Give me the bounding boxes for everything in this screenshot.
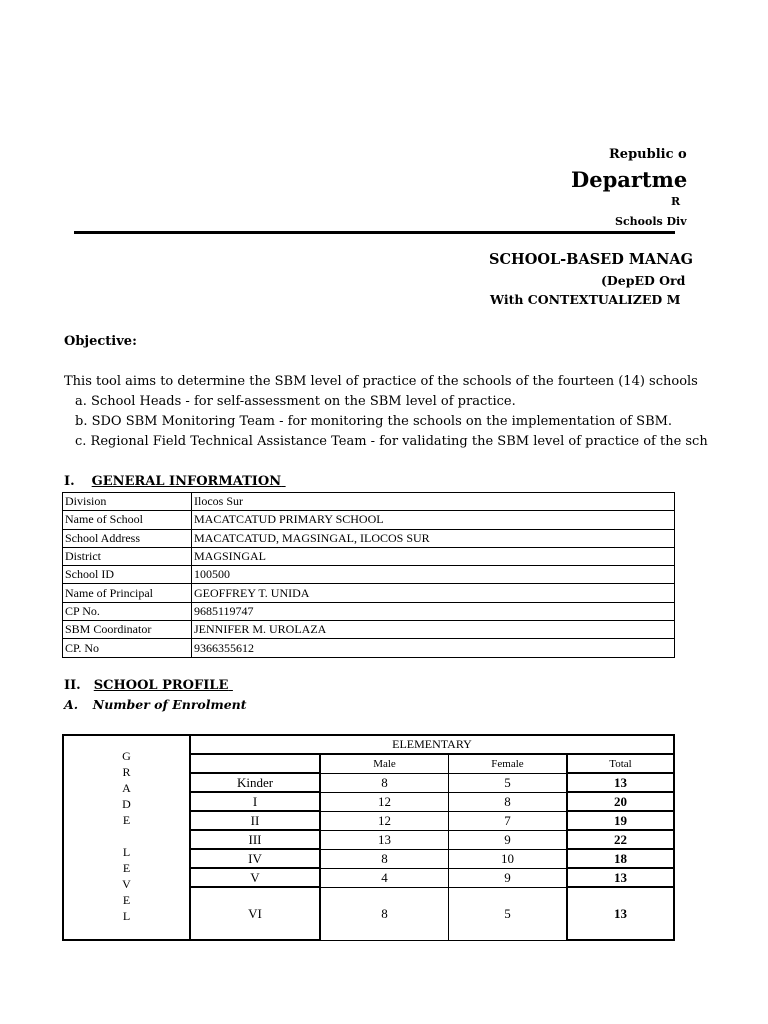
enrolment-grade-cell: II bbox=[190, 811, 320, 830]
objective-intro: This tool aims to determine the SBM level of practice of the schools of the fourteen (14) schools bbox=[64, 374, 698, 389]
enrolment-total-cell: 13 bbox=[567, 887, 674, 940]
general-info-value: MACATCATUD PRIMARY SCHOOL bbox=[192, 511, 675, 529]
general-info-row bbox=[63, 584, 675, 602]
grade-level-letter: E bbox=[122, 892, 131, 907]
enrolment-total-cell: 19 bbox=[567, 811, 674, 830]
enrolment-total-cell: 22 bbox=[567, 830, 674, 849]
general-info-label: CP No. bbox=[63, 602, 192, 620]
general-info-row bbox=[63, 529, 675, 547]
enrolment-sub-title: Number of Enrolment bbox=[92, 697, 247, 712]
general-info-label: School Address bbox=[63, 529, 192, 547]
enrolment-male-cell: 13 bbox=[320, 830, 449, 849]
column-header-female: Female bbox=[449, 754, 568, 773]
header-department: Departme bbox=[571, 167, 688, 192]
enrolment-table bbox=[62, 734, 675, 941]
enrolment-total-cell: 13 bbox=[567, 868, 674, 887]
enrolment-male-cell: 8 bbox=[320, 887, 449, 940]
grade-level-letter: E bbox=[122, 860, 131, 875]
school-profile-title: SCHOOL PROFILE bbox=[93, 678, 229, 693]
grade-level-letter bbox=[64, 830, 189, 846]
contextualized-subtitle: With CONTEXTUALIZED M bbox=[490, 292, 681, 307]
grade-level-letter: V bbox=[122, 876, 131, 891]
enrolment-female-cell: 5 bbox=[449, 887, 568, 940]
general-info-value: Ilocos Sur bbox=[192, 493, 675, 511]
general-info-label: District bbox=[63, 547, 192, 565]
general-info-row bbox=[63, 493, 675, 511]
enrolment-female-cell: 9 bbox=[449, 868, 568, 887]
enrolment-grade-cell: Kinder bbox=[190, 773, 320, 792]
enrolment-total-cell: 20 bbox=[567, 792, 674, 811]
objective-item-b: b. SDO SBM Monitoring Team - for monitoring the schools on the implementation of SBM. bbox=[75, 414, 673, 429]
general-info-value: MACATCATUD, MAGSINGAL, ILOCOS SUR bbox=[192, 529, 675, 547]
enrolment-grade-cell: VI bbox=[190, 887, 320, 940]
objective-item-a: a. School Heads - for self-assessment on the SBM level of practice. bbox=[75, 394, 516, 409]
document-title: SCHOOL-BASED MANAG bbox=[489, 251, 694, 268]
enrolment-female-cell: 9 bbox=[449, 830, 568, 849]
general-info-label: School ID bbox=[63, 566, 192, 584]
general-info-title: GENERAL INFORMATION bbox=[91, 474, 282, 489]
enrolment-female-cell: 7 bbox=[449, 811, 568, 830]
grade-level-label bbox=[63, 735, 190, 940]
general-info-value: 100500 bbox=[192, 566, 675, 584]
general-info-label: Name of School bbox=[63, 511, 192, 529]
header-schools-division: Schools Div bbox=[615, 215, 687, 228]
grade-level-letter: L bbox=[122, 908, 131, 923]
grade-level-letter: L bbox=[122, 844, 131, 859]
enrolment-total-cell: 13 bbox=[567, 773, 674, 792]
general-info-row bbox=[63, 566, 675, 584]
general-info-row bbox=[63, 639, 675, 657]
general-info-value: 9685119747 bbox=[192, 602, 675, 620]
general-info-row bbox=[63, 511, 675, 529]
general-info-label: Name of Principal bbox=[63, 584, 192, 602]
deped-order: (DepED Ord bbox=[601, 273, 686, 288]
elementary-header: ELEMENTARY bbox=[190, 735, 674, 754]
enrolment-female-cell: 5 bbox=[449, 773, 568, 792]
enrolment-male-cell: 12 bbox=[320, 792, 449, 811]
enrolment-female-cell: 8 bbox=[449, 792, 568, 811]
enrolment-grade-cell: I bbox=[190, 792, 320, 811]
enrolment-subheading bbox=[64, 697, 247, 712]
header-region: R bbox=[671, 195, 681, 208]
enrolment-grade-cell: III bbox=[190, 830, 320, 849]
general-info-label: Division bbox=[63, 493, 192, 511]
grade-level-letter: A bbox=[122, 780, 131, 795]
objective-item-c: c. Regional Field Technical Assistance Team - for validating the SBM level of practice of the sch bbox=[75, 434, 708, 449]
enrolment-female-cell: 10 bbox=[449, 849, 568, 868]
header-divider bbox=[74, 231, 675, 234]
column-header-total: Total bbox=[567, 754, 674, 773]
general-info-row bbox=[63, 547, 675, 565]
general-info-label: CP. No bbox=[63, 639, 192, 657]
enrolment-sub-number: A. bbox=[64, 697, 79, 712]
general-info-heading bbox=[64, 474, 286, 489]
general-info-value: MAGSINGAL bbox=[192, 547, 675, 565]
column-header-male: Male bbox=[320, 754, 449, 773]
grade-level-letter: E bbox=[122, 812, 131, 827]
objective-label: Objective: bbox=[64, 334, 137, 349]
general-info-value: GEOFFREY T. UNIDA bbox=[192, 584, 675, 602]
enrolment-grade-cell: IV bbox=[190, 849, 320, 868]
general-info-row bbox=[63, 621, 675, 639]
enrolment-male-cell: 12 bbox=[320, 811, 449, 830]
general-info-row bbox=[63, 602, 675, 620]
grade-level-letter: G bbox=[122, 748, 131, 763]
enrolment-total-cell: 18 bbox=[567, 849, 674, 868]
general-info-table bbox=[62, 492, 675, 658]
column-header-grade bbox=[190, 754, 320, 773]
header-republic: Republic o bbox=[609, 147, 687, 162]
general-info-number: I. bbox=[64, 474, 75, 489]
general-info-value: 9366355612 bbox=[192, 639, 675, 657]
enrolment-male-cell: 8 bbox=[320, 773, 449, 792]
grade-level-letter: D bbox=[122, 796, 131, 811]
school-profile-heading bbox=[64, 678, 233, 693]
enrolment-grade-cell: V bbox=[190, 868, 320, 887]
enrolment-male-cell: 4 bbox=[320, 868, 449, 887]
general-info-value: JENNIFER M. UROLAZA bbox=[192, 621, 675, 639]
school-profile-number: II. bbox=[64, 678, 81, 693]
grade-level-letter: R bbox=[122, 764, 131, 779]
general-info-label: SBM Coordinator bbox=[63, 621, 192, 639]
enrolment-male-cell: 8 bbox=[320, 849, 449, 868]
